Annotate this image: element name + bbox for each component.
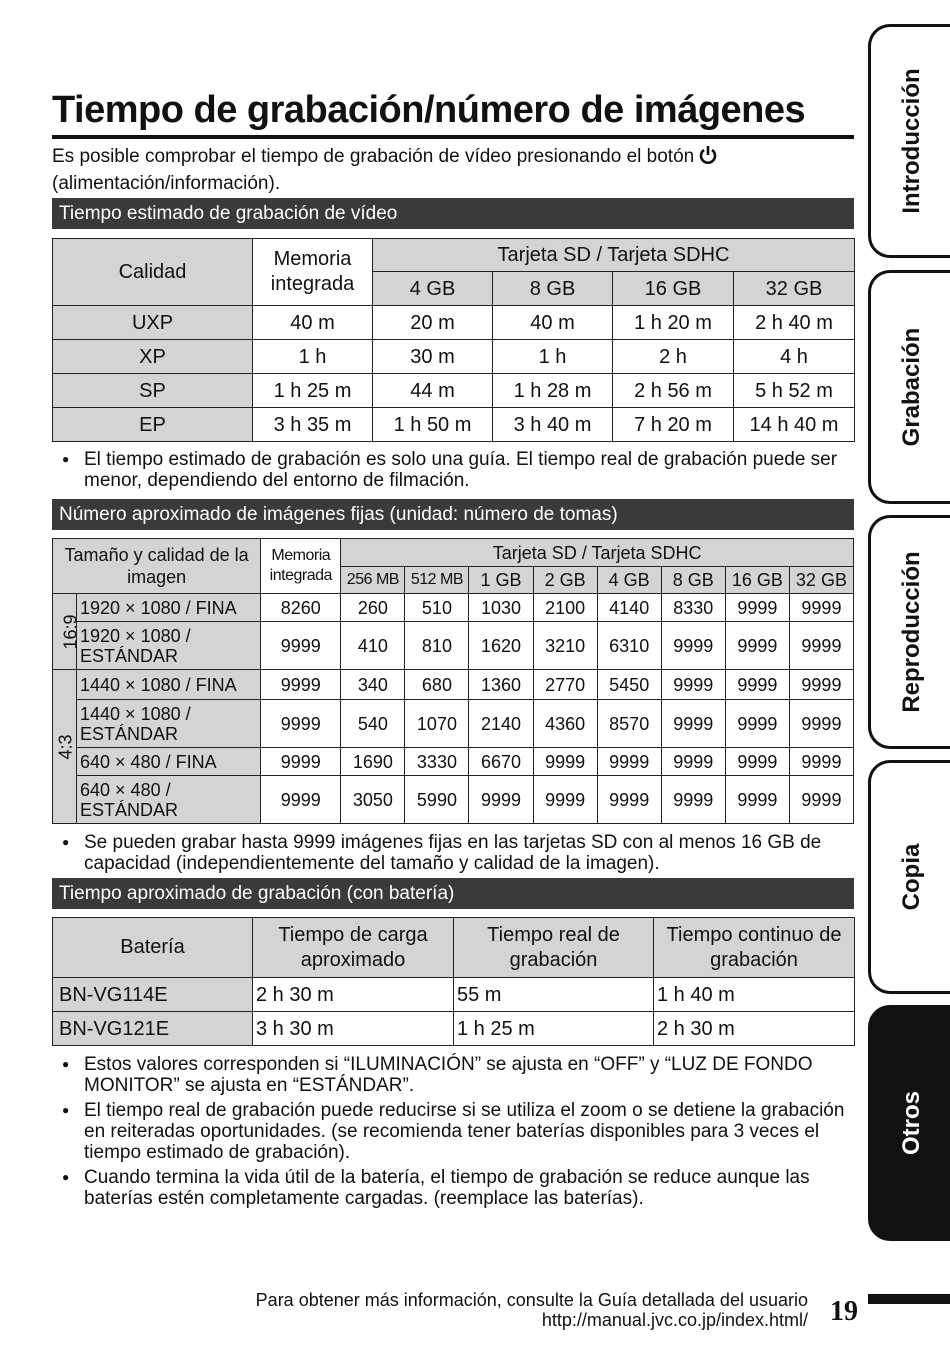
list-item: ● Se pueden grabar hasta 9999 imágenes fijas en las tarjetas SD con al menos 16 GB de capacidad (independientemente del tamaño y calidad de la imagen). [52, 832, 854, 874]
count-cell: 9999 [725, 594, 789, 622]
image-size-cell: 1440 × 1080 / ESTÁNDAR [77, 700, 261, 748]
image-size-cell: 640 × 480 / ESTÁNDAR [77, 776, 261, 824]
count-cell: 9999 [661, 670, 725, 700]
time-cell: 5 h 52 m [734, 374, 855, 408]
count-cell: 9999 [725, 748, 789, 776]
count-cell: 2140 [469, 700, 533, 748]
time-cell: 7 h 20 m [613, 408, 734, 442]
time-cell: 3 h 40 m [493, 408, 613, 442]
tab-label: Otros [898, 1090, 925, 1156]
tab-grabacion[interactable] [868, 270, 950, 504]
count-cell: 1030 [469, 594, 533, 622]
time-cell: 1 h 20 m [613, 306, 734, 340]
count-cell: 8330 [661, 594, 725, 622]
card-size-header: 2 GB [533, 567, 597, 594]
count-cell: 410 [341, 622, 405, 670]
battery-model-cell: BN-VG121E [53, 1012, 253, 1046]
count-cell: 9999 [261, 622, 341, 670]
card-size-header: 256 MB [341, 567, 405, 594]
count-cell: 8570 [597, 700, 661, 748]
col-size: Tamaño y calidad de la imagen [53, 539, 261, 594]
count-cell: 9999 [789, 670, 853, 700]
count-cell: 3050 [341, 776, 405, 824]
col-card: Tarjeta SD / Tarjeta SDHC [341, 539, 854, 567]
video-section-heading: Tiempo estimado de grabación de vídeo [52, 198, 854, 229]
image-size-cell: 1440 × 1080 / FINA [77, 670, 261, 700]
count-cell: 3210 [533, 622, 597, 670]
list-item: ● Cuando termina la vida útil de la batería, el tiempo de grabación se reduce aunque las baterías estén completamente cargadas. (reemplace las baterías). [52, 1167, 854, 1209]
card-size-header: 16 GB [725, 567, 789, 594]
count-cell: 2100 [533, 594, 597, 622]
count-cell: 9999 [661, 776, 725, 824]
count-cell: 510 [405, 594, 469, 622]
count-cell: 9999 [725, 622, 789, 670]
image-size-cell: 1920 × 1080 / ESTÁNDAR [77, 622, 261, 670]
col-internal: Memoria integrada [261, 539, 341, 594]
time-cell: 1 h 40 m [654, 978, 855, 1012]
stills-notes [52, 832, 854, 874]
image-size-cell: 1920 × 1080 / FINA [77, 594, 261, 622]
time-cell: 1 h [493, 340, 613, 374]
quality-cell: EP [53, 408, 253, 442]
aspect-ratio-label: 16:9 [60, 613, 81, 650]
count-cell: 9999 [661, 700, 725, 748]
count-cell: 1070 [405, 700, 469, 748]
count-cell: 260 [341, 594, 405, 622]
time-cell: 55 m [454, 978, 654, 1012]
tab-label: Introducción [898, 68, 925, 214]
table-row [53, 374, 855, 408]
aspect-ratio-label: 4:3 [55, 733, 76, 760]
aspect-group-cell [53, 670, 77, 824]
count-cell: 9999 [789, 622, 853, 670]
count-cell: 6310 [597, 622, 661, 670]
page-title: Tiempo de grabación/número de imágenes [52, 88, 854, 139]
col-battery: Batería [53, 918, 253, 978]
footer-reference [256, 1290, 808, 1330]
main-content [52, 88, 854, 1213]
time-cell: 14 h 40 m [734, 408, 855, 442]
time-cell: 20 m [373, 306, 493, 340]
video-time-table [52, 238, 855, 442]
tab-otros[interactable] [868, 1005, 950, 1241]
count-cell: 9999 [789, 748, 853, 776]
col-time: Tiempo continuo de grabación [654, 918, 855, 978]
card-size-header: 4 GB [373, 272, 493, 306]
card-size-header: 8 GB [661, 567, 725, 594]
count-cell: 9999 [789, 700, 853, 748]
table-row [53, 594, 854, 622]
time-cell: 2 h 30 m [253, 978, 454, 1012]
col-internal: Memoria integrada [253, 239, 373, 306]
col-time: Tiempo real de grabación [454, 918, 654, 978]
footer-url[interactable]: http://manual.jvc.co.jp/index.html/ [541, 1310, 808, 1330]
time-cell: 1 h 50 m [373, 408, 493, 442]
count-cell: 810 [405, 622, 469, 670]
time-cell: 2 h [613, 340, 734, 374]
card-size-header: 32 GB [734, 272, 855, 306]
table-row [53, 700, 854, 748]
table-row [53, 1012, 855, 1046]
tab-label: Copia [898, 843, 925, 911]
tab-label: Reproducción [898, 551, 925, 713]
intro-line-2: (alimentación/información). [52, 173, 281, 194]
list-item: ● Estos valores corresponden si “ILUMINACIÓN” se ajusta en “OFF” y “LUZ DE FONDO MONITOR” se ajusta en “ESTÁNDAR”. [52, 1054, 854, 1096]
time-cell: 3 h 30 m [253, 1012, 454, 1046]
count-cell: 4140 [597, 594, 661, 622]
table-row [53, 622, 854, 670]
count-cell: 4360 [533, 700, 597, 748]
stills-section-heading: Número aproximado de imágenes fijas (unidad: número de tomas) [52, 499, 854, 530]
intro-line-1: Es posible comprobar el tiempo de grabación de vídeo presionando el botón [52, 146, 695, 167]
footer-line-1: Para obtener más información, consulte la Guía detallada del usuario [255, 1290, 808, 1310]
count-cell: 6670 [469, 748, 533, 776]
stills-count-table [52, 538, 854, 824]
image-size-cell: 640 × 480 / FINA [77, 748, 261, 776]
count-cell: 1360 [469, 670, 533, 700]
intro-text [52, 145, 854, 196]
time-cell: 30 m [373, 340, 493, 374]
time-cell: 1 h 25 m [253, 374, 373, 408]
count-cell: 9999 [661, 622, 725, 670]
count-cell: 9999 [725, 700, 789, 748]
table-row [53, 408, 855, 442]
page-number: 19 [830, 1296, 858, 1327]
count-cell: 9999 [469, 776, 533, 824]
quality-cell: XP [53, 340, 253, 374]
count-cell: 8260 [261, 594, 341, 622]
aspect-group-cell [53, 594, 81, 670]
video-notes [52, 449, 854, 491]
battery-section-heading: Tiempo aproximado de grabación (con batería) [52, 878, 854, 909]
count-cell: 1620 [469, 622, 533, 670]
time-cell: 3 h 35 m [253, 408, 373, 442]
count-cell: 9999 [789, 776, 853, 824]
card-size-header: 32 GB [789, 567, 853, 594]
footer-bar [868, 1294, 950, 1304]
count-cell: 9999 [597, 748, 661, 776]
count-cell: 340 [341, 670, 405, 700]
time-cell: 1 h 28 m [493, 374, 613, 408]
count-cell: 9999 [533, 776, 597, 824]
battery-table [52, 917, 855, 1046]
tab-copia[interactable] [868, 760, 950, 994]
count-cell: 9999 [261, 670, 341, 700]
count-cell: 5990 [405, 776, 469, 824]
count-cell: 9999 [661, 748, 725, 776]
time-cell: 2 h 40 m [734, 306, 855, 340]
col-card: Tarjeta SD / Tarjeta SDHC [373, 239, 855, 272]
table-row [53, 978, 855, 1012]
card-size-header: 16 GB [613, 272, 734, 306]
battery-model-cell: BN-VG114E [53, 978, 253, 1012]
tab-label: Grabación [898, 327, 925, 447]
col-time: Tiempo de carga aproximado [253, 918, 454, 978]
time-cell: 2 h 30 m [654, 1012, 855, 1046]
time-cell: 1 h [253, 340, 373, 374]
table-row [53, 340, 855, 374]
time-cell: 2 h 56 m [613, 374, 734, 408]
count-cell: 2770 [533, 670, 597, 700]
card-size-header: 4 GB [597, 567, 661, 594]
tab-introduccion[interactable] [868, 24, 950, 258]
count-cell: 1690 [341, 748, 405, 776]
count-cell: 540 [341, 700, 405, 748]
count-cell: 9999 [725, 670, 789, 700]
table-row [53, 306, 855, 340]
table-row [53, 670, 854, 700]
time-cell: 40 m [493, 306, 613, 340]
count-cell: 5450 [597, 670, 661, 700]
count-cell: 9999 [789, 594, 853, 622]
count-cell: 9999 [725, 776, 789, 824]
power-icon [698, 145, 718, 172]
battery-notes [52, 1054, 854, 1209]
quality-cell: UXP [53, 306, 253, 340]
count-cell: 9999 [261, 700, 341, 748]
list-item: ● El tiempo real de grabación puede reducirse si se utiliza el zoom o se detiene la grabación en reiteradas oportunidades. (se recomienda tener baterías disponibles para 3 veces el tiempo estimado de grabación). [52, 1100, 854, 1163]
count-cell: 9999 [261, 748, 341, 776]
col-quality: Calidad [53, 239, 253, 306]
tab-reproduccion[interactable] [868, 515, 950, 749]
count-cell: 3330 [405, 748, 469, 776]
card-size-header: 8 GB [493, 272, 613, 306]
count-cell: 9999 [261, 776, 341, 824]
card-size-header: 1 GB [469, 567, 533, 594]
count-cell: 680 [405, 670, 469, 700]
time-cell: 4 h [734, 340, 855, 374]
time-cell: 1 h 25 m [454, 1012, 654, 1046]
quality-cell: SP [53, 374, 253, 408]
table-row [53, 748, 854, 776]
count-cell: 9999 [533, 748, 597, 776]
card-size-header: 512 MB [405, 567, 469, 594]
time-cell: 40 m [253, 306, 373, 340]
list-item: ● El tiempo estimado de grabación es solo una guía. El tiempo real de grabación puede ser menor, dependiendo del entorno de filmación. [52, 449, 854, 491]
time-cell: 44 m [373, 374, 493, 408]
table-row [53, 776, 854, 824]
count-cell: 9999 [597, 776, 661, 824]
